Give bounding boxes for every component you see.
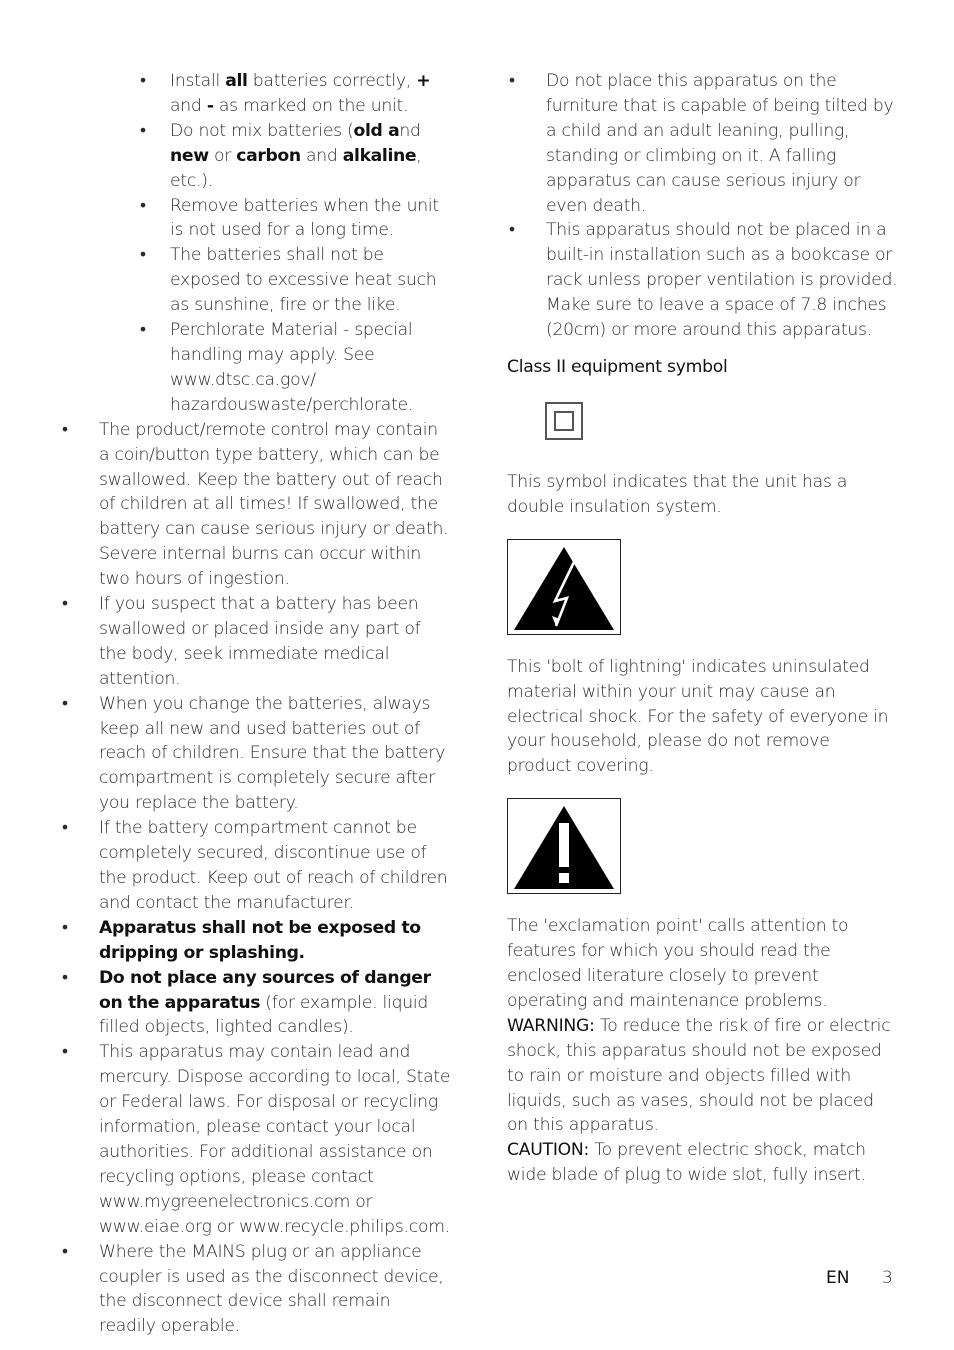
text-run: The batteries shall not be exposed to excessive heat such as sunshine, fire or the like. — [170, 245, 437, 316]
text-run: Do not mix batteries ( — [170, 120, 354, 141]
bold-text: + — [416, 71, 431, 91]
battery-sub-list — [99, 69, 452, 418]
text-run: Perchlorate Material - special handling may apply. See www.dtsc.ca.gov/ hazardouswaste/perchlorate. — [170, 320, 414, 415]
lightning-warning-icon — [507, 539, 621, 635]
list-item-battery-subgroup — [60, 69, 452, 418]
list-item — [60, 1240, 452, 1340]
text-run: The product/remote control may contain a coin/button type battery, which can be swallowed. Keep the battery out of reach of children at all times! If swallowed, the battery can cause serious injury or death. Severe internal burns can occur within two hours of ingestion. — [99, 419, 449, 590]
bullet-marker: • — [140, 245, 146, 266]
warning-text: To reduce the risk of fire or electric shock, this apparatus should not be exposed to rain or moisture and objects filled with liquids, such as vases, should not be placed on this apparatus. — [507, 1015, 891, 1136]
text-run: Install — [170, 71, 226, 91]
list-item — [60, 592, 452, 692]
warning-label: WARNING: — [507, 1015, 595, 1036]
list-item — [99, 194, 452, 244]
text-run: Where the MAINS plug or an appliance coupler is used as the disconnect device, the disconnect device shall remain readily operable. — [99, 1241, 444, 1337]
bold-text: carbon — [236, 145, 301, 166]
language-code: EN — [826, 1268, 850, 1288]
text-run: Remove batteries when the unit is not used for a long time. — [170, 195, 439, 241]
list-item — [507, 218, 899, 343]
bullet-marker: • — [62, 693, 68, 714]
list-item — [60, 692, 452, 817]
list-item — [99, 318, 452, 418]
page-footer — [826, 1266, 893, 1291]
class2-heading: Class II equipment symbol — [507, 356, 728, 377]
text-run: , etc.). — [170, 145, 422, 191]
text-run: If you suspect that a battery has been swallowed or placed inside any part of the body, seek immediate medical attention. — [99, 594, 421, 689]
text-run: This apparatus may contain lead and mercury. Dispose according to local, State or Federal laws. For disposal or recycling information, please contact your local authorities. For additional assistance on recycling options, please contact www.mygreenelectronics.com or www.eiae.org or www.recycle.philips.com. — [99, 1042, 451, 1237]
list-item — [60, 816, 452, 916]
caution-paragraph — [507, 1138, 899, 1188]
list-item — [60, 966, 452, 1041]
warning-paragraph — [507, 1014, 899, 1139]
class2-description: This symbol indicates that the unit has a double insulation system. — [507, 471, 848, 517]
bullet-marker: • — [62, 1241, 68, 1262]
right-column — [507, 69, 899, 1188]
bold-text: - — [206, 95, 214, 116]
bullet-marker: • — [62, 917, 68, 938]
bullet-marker: • — [62, 967, 68, 988]
list-item — [507, 69, 899, 218]
bullet-marker: • — [509, 71, 515, 91]
list-item — [99, 119, 452, 194]
exclamation-warning-icon — [507, 798, 621, 894]
bold-text: new — [170, 145, 209, 166]
list-item — [99, 69, 452, 119]
bold-text: Apparatus shall not be exposed to dripping or splashing. — [99, 917, 421, 963]
placement-bullet-list — [507, 69, 899, 343]
text-run: batteries correctly, — [247, 71, 417, 91]
bullet-marker: • — [62, 594, 68, 615]
left-bullet-list — [60, 69, 452, 418]
bullet-marker: • — [62, 1042, 68, 1063]
bullet-marker: • — [140, 120, 146, 141]
bullet-marker: • — [509, 220, 515, 241]
text-run: (for example. liquid filled objects, lighted candles). — [99, 992, 429, 1038]
text-run: This apparatus should not be placed in a built-in installation such as a bookcase or rack unless proper ventilation is provided. Make sure to leave a space of 7.8 inches (20cm) or more around this apparatus. — [546, 220, 898, 341]
list-item — [60, 916, 452, 966]
list-item — [60, 1040, 452, 1239]
bullet-marker: • — [140, 71, 146, 91]
text-run: Do not place this apparatus on the furniture that is capable of being tilted by a child and an adult leaning, pulling, standing or climbing on it. A falling apparatus can cause serious injury or even death. — [546, 71, 894, 216]
text-run: If the battery compartment cannot be completely secured, discontinue use of the product. Keep out of reach of children and contact the manufacturer. — [99, 818, 448, 913]
bullet-marker: • — [140, 320, 146, 341]
caution-text: To prevent electric shock, match wide blade of plug to wide slot, fully insert. — [507, 1140, 866, 1186]
list-item — [99, 243, 452, 318]
text-run: and — [300, 145, 343, 166]
bold-text: all — [225, 71, 248, 91]
bullet-marker: • — [140, 195, 146, 216]
caution-label: CAUTION: — [507, 1140, 590, 1161]
exclamation-description: The 'exclamation point' calls attention to features for which you should read the enclosed literature closely to prevent operating and maintenance problems. — [507, 916, 849, 1011]
text-run: or — [208, 145, 237, 166]
bold-text: Do not place any sources of danger on the apparatus — [99, 967, 431, 1013]
class2-double-square-icon — [545, 402, 583, 440]
text-run: as marked on the unit. — [213, 95, 409, 116]
bold-text: old a — [353, 120, 400, 141]
left-column — [60, 69, 452, 1339]
bullet-marker: • — [62, 818, 68, 839]
page-number: 3 — [882, 1268, 893, 1288]
safety-bullet-list — [60, 418, 452, 1340]
bold-text: alkaline — [342, 145, 417, 166]
lightning-description: This 'bolt of lightning' indicates uninsulated material within your unit may cause an electrical shock. For the safety of everyone in your household, please do not remove product covering. — [507, 656, 889, 777]
bullet-marker: • — [62, 419, 68, 440]
text-run: nd — [399, 120, 421, 141]
text-run: and — [170, 95, 207, 116]
text-run: When you change the batteries, always keep all new and used batteries out of reach of children. Ensure that the battery compartment is completely secure after you replace the battery. — [99, 693, 446, 814]
list-item — [60, 418, 452, 592]
